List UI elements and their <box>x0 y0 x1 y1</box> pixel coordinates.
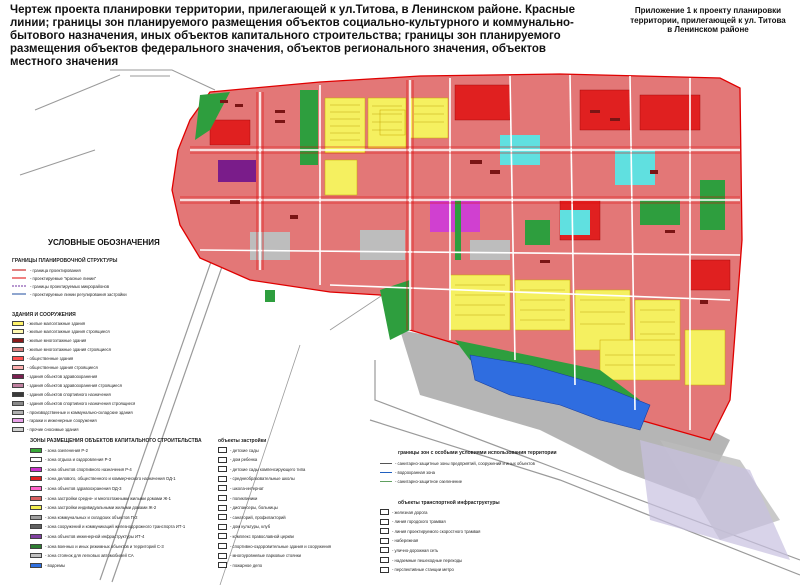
legend.zones.items-item <box>30 514 137 520</box>
legend-label: - дом ребенка <box>230 457 258 463</box>
legend.buildings.items-item <box>12 382 122 388</box>
legend.zones.items-item <box>30 457 111 463</box>
legend-label: - здания объектов здравоохранения строящиеся <box>27 382 122 388</box>
gray-block <box>360 230 405 260</box>
legend.zones.items-item <box>30 562 65 568</box>
legend.special.items-item <box>380 478 462 484</box>
legend.objects.items-item <box>218 485 264 491</box>
legend-label: - линия городского трамвая <box>392 519 446 525</box>
legend-label: - поликлиники <box>230 495 258 501</box>
legend-label: - улично-дорожная сеть <box>392 547 439 553</box>
legend-label: - зона объектов здравоохранения ОД-3 <box>45 485 122 491</box>
legend-label: - санитарно-защитные зоны предприятий, сооружений и иных объектов <box>395 460 535 466</box>
legend-icon <box>218 476 227 482</box>
legend.buildings.items-item <box>12 347 111 353</box>
legend-label: - дом культуры, клуб <box>230 524 271 530</box>
legend.special.items-item <box>380 460 535 466</box>
legend-swatch <box>12 356 24 361</box>
legend-swatch <box>12 365 24 370</box>
legend-label: - многоуровневые парковые стоянки <box>230 553 301 559</box>
legend-swatch <box>30 448 42 453</box>
legend-label: - санаторий, профилакторий <box>230 514 286 520</box>
legend-swatch <box>12 347 24 352</box>
legend.objects.items-item <box>218 514 286 520</box>
legend.zones.items-item <box>30 485 121 491</box>
legend-label: - пожарное депо <box>230 562 263 568</box>
legend.objects.items-item <box>218 476 295 482</box>
legend.zones.items-item <box>30 466 132 472</box>
structure-title: ГРАНИЦЫ ПЛАНИРОВОЧНОЙ СТРУКТУРЫ <box>12 258 118 264</box>
legend-swatch <box>30 486 42 491</box>
legend-structure-2: - проектируемые "красные линии" <box>30 275 97 281</box>
legend-line <box>380 472 392 473</box>
legend.buildings.items-item <box>12 427 78 433</box>
legend-label: - жилые многоэтажные здания <box>27 338 87 344</box>
legend-label: - детские сады <box>230 447 259 453</box>
legend.transport.items-item <box>380 509 427 515</box>
legend-label: - зона объектов спортивного назначения Р-4 <box>45 466 132 472</box>
legend-label: - здания объектов спортивного назначения строящиеся <box>27 400 136 406</box>
legend-swatch <box>12 427 24 432</box>
legend-swatch <box>30 563 42 568</box>
legend-label: - зона объектов инженерной инфраструктуры ИТ-4 <box>45 533 145 539</box>
legend.zones.items-item <box>30 543 164 549</box>
legend-title: УСЛОВНЫЕ ОБОЗНАЧЕНИЯ <box>48 238 160 247</box>
legend-swatch <box>12 329 24 334</box>
legend-structure-4: - проектируемые линии регулирования застройки <box>30 291 127 297</box>
legend-label: - зона отдыха и оздоровления Р-3 <box>45 457 112 463</box>
legend.objects.items-item <box>218 533 294 539</box>
legend-swatch <box>12 410 24 415</box>
legend.objects.items-item <box>218 553 301 559</box>
legend-icon <box>380 519 389 525</box>
legend.objects.items-item <box>218 457 257 463</box>
legend.transport.items-item <box>380 567 454 573</box>
legend-label: - санитарно-защитное озеленение <box>395 478 463 484</box>
legend-swatch <box>30 505 42 510</box>
engineering-zone <box>218 160 256 182</box>
legend-swatch <box>30 534 42 539</box>
legend.zones.items-item <box>30 524 185 530</box>
legend-label: - гаражи и инженерные сооружения <box>27 418 97 424</box>
map-title: Чертеж проекта планировки территории, прилегающей к ул.Титова, в Ленинском районе. Красные линии; границы зон планируемого размещения объектов социально-культурного и коммунально-бытового назначения, иных объектов капитального строительства; границы зон планируемого размещения объектов федерального значения, объектов регионального значения, объектов местного значения <box>10 4 575 68</box>
buildings-title: ЗДАНИЯ И СООРУЖЕНИЯ <box>12 312 76 318</box>
legend.transport.items-item <box>380 528 480 534</box>
health-zone-2 <box>560 210 590 235</box>
legend-label: - жилые малоэтажные здания <box>27 320 86 326</box>
legend-label: - зона коммунальных и складских объектов П-2 <box>45 514 138 520</box>
legend.zones.items-item <box>30 476 176 482</box>
legend.transport.items-item <box>380 538 418 544</box>
legend-icon <box>218 495 227 501</box>
legend.buildings.items-item <box>12 329 110 335</box>
legend.zones.items-item <box>30 533 144 539</box>
legend-label: - производственные и коммунально-складские здания <box>27 409 133 415</box>
legend-label: - спортивно-оздоровительные здания и сооружения <box>230 543 332 549</box>
legend.buildings.items-item <box>12 356 73 362</box>
legend.zones.items-item <box>30 495 171 501</box>
legend-swatch <box>30 524 42 529</box>
legend-icon <box>218 447 227 453</box>
legend-icon <box>218 457 227 463</box>
legend-swatch <box>30 467 42 472</box>
legend-swatch <box>12 374 24 379</box>
legend.zones.items-item <box>30 447 88 453</box>
legend-label: - зона застройки средне- и многоэтажными жилыми домами Ж-1 <box>45 495 171 501</box>
legend.buildings.items-item <box>12 391 111 397</box>
legend-label: - жилые многоэтажные здания строящиеся <box>27 347 111 353</box>
objects-title: объекты застройки <box>218 438 267 444</box>
legend.zones.items-item <box>30 553 134 559</box>
legend-icon <box>380 557 389 563</box>
legend.transport.items-item <box>380 557 462 563</box>
transport-title: объекты транспортной инфраструктуры <box>398 500 500 506</box>
legend.transport.items-item <box>380 547 438 553</box>
legend.zones.items-item <box>30 505 156 511</box>
legend-icon <box>218 524 227 530</box>
legend-label: - зона застройки индивидуальными жилыми домами Ж-2 <box>45 505 157 511</box>
legend-label: - надземные пешеходные переходы <box>392 557 463 563</box>
legend-icon <box>218 553 227 559</box>
legend-label: - жилые малоэтажные здания строящиеся <box>27 329 110 335</box>
legend-line <box>380 463 392 464</box>
legend-icon <box>380 547 389 553</box>
legend-structure-3: - границы проектируемых микрорайонов <box>30 283 110 289</box>
gray-block-2 <box>470 240 510 260</box>
health-zone-3 <box>615 150 655 185</box>
legend-icon <box>380 538 389 544</box>
legend-icon <box>218 533 227 539</box>
legend-label: - прочие сносимые здания <box>27 427 79 433</box>
legend-icon <box>218 485 227 491</box>
legend.objects.items-item <box>218 466 305 472</box>
legend.transport.items-item <box>380 519 446 525</box>
legend.objects.items-item <box>218 562 262 568</box>
legend-line <box>380 481 392 482</box>
legend-swatch <box>30 515 42 520</box>
legend-swatch <box>12 392 24 397</box>
legend-label: - здания объектов здравоохранения <box>27 373 98 379</box>
legend-swatch <box>30 553 42 558</box>
legend.buildings.items-item <box>12 320 85 326</box>
legend-label: - детские сады компенсирующего типа <box>230 466 306 472</box>
gray-block-3 <box>250 232 290 260</box>
legend-label: - зона военных и иных режимных объектов и территорий С-3 <box>45 543 164 549</box>
legend-swatch <box>12 383 24 388</box>
legend.buildings.items-item <box>12 338 86 344</box>
legend.special.items-item <box>380 469 435 475</box>
legend-icon <box>218 505 227 511</box>
legend-label: - общественные здания <box>27 356 74 362</box>
legend-label: - здания объектов спортивного назначения <box>27 391 111 397</box>
legend.buildings.items-item <box>12 418 97 424</box>
legend-label: - железная дорога <box>392 509 428 515</box>
zones-title: ЗОНЫ РАЗМЕЩЕНИЯ ОБЪЕКТОВ КАПИТАЛЬНОГО СТРОИТЕЛЬСТВА <box>30 438 202 444</box>
legend-icon <box>218 466 227 472</box>
legend-label: - зона стоянок для легковых автомобилей СА <box>45 553 134 559</box>
special-title: границы зон с особыми условиями использования территории <box>398 450 557 456</box>
legend-label: - общественные здания строящиеся <box>27 365 98 370</box>
appendix-note: Приложение 1 к проекту планировки территории, прилегающей к ул. Титова в Ленинском районе <box>630 6 786 34</box>
legend.buildings.items-item <box>12 365 98 371</box>
legend-icon <box>380 509 389 515</box>
legend-label: - школа-интернат <box>230 485 264 491</box>
legend-icon <box>218 514 227 520</box>
legend-swatch <box>12 338 24 343</box>
legend-swatch <box>12 321 24 326</box>
legend-swatch <box>12 401 24 406</box>
legend-structure-1: - граница проектирования <box>30 267 81 273</box>
legend.objects.items-item <box>218 543 331 549</box>
legend-label: - диспансеры, больницы <box>230 505 278 511</box>
legend.buildings.items-item <box>12 400 135 406</box>
legend-label: - водоемы <box>45 562 65 568</box>
legend-label: - зона озеленения Р-2 <box>45 447 88 453</box>
legend-label: - линия проектируемого скоростного трамвая <box>392 528 481 534</box>
legend-icon <box>380 528 389 534</box>
legend-label: - зона сооружений и коммуникаций железнодорожного транспорта ИТ-1 <box>45 524 186 530</box>
legend.buildings.items-item <box>12 409 133 415</box>
legend-icon <box>380 567 389 573</box>
legend-label: - среднеобразовательные школы <box>230 476 295 482</box>
legend-icon <box>218 562 227 568</box>
legend-swatch <box>30 496 42 501</box>
legend.objects.items-item <box>218 447 259 453</box>
legend-icon <box>218 543 227 549</box>
legend-label: - перспективные станции метро <box>392 567 454 573</box>
legend.objects.items-item <box>218 505 278 511</box>
legend.objects.items-item <box>218 524 270 530</box>
legend-label: - водоохранная зона <box>395 469 436 475</box>
legend-swatch <box>30 544 42 549</box>
legend.objects.items-item <box>218 495 257 501</box>
legend-swatch <box>12 418 24 423</box>
legend-swatch <box>30 476 42 481</box>
legend-label: - зона делового, общественного и коммерческого назначения ОД-1 <box>45 476 176 482</box>
legend-swatch <box>30 457 42 462</box>
legend-label: - набережная <box>392 538 419 544</box>
legend.buildings.items-item <box>12 373 97 379</box>
legend-label: - комплекс православной церкви <box>230 533 294 539</box>
